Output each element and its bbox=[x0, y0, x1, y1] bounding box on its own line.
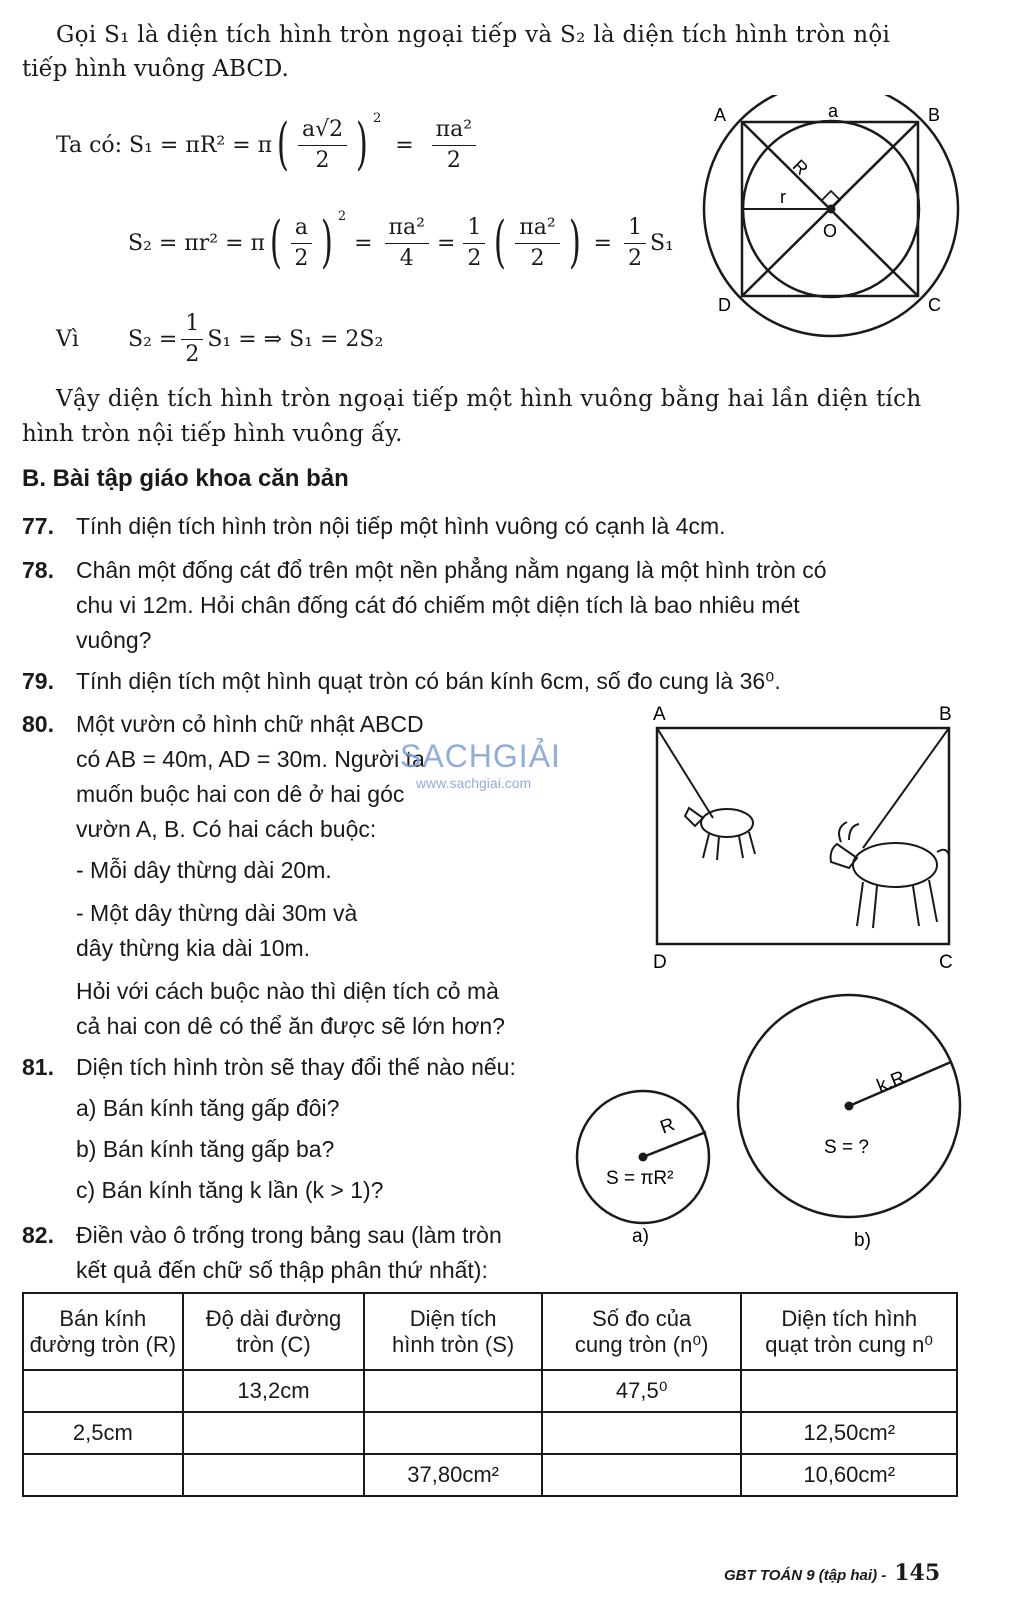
label-C: C bbox=[928, 295, 941, 315]
table-cell bbox=[364, 1412, 542, 1454]
formula-conclusion: Vì S₂ = $\frac{1}{2}$ S₁ = ⇒ S₁ = 2S₂ bbox=[56, 310, 384, 367]
circle-a-R: R bbox=[657, 1114, 678, 1139]
field-label-A: A bbox=[653, 704, 666, 725]
circle-b-caption: b) bbox=[854, 1230, 871, 1251]
goat-right-icon bbox=[831, 822, 949, 928]
table-cell: 2,5cm bbox=[23, 1412, 183, 1454]
goat-left-icon bbox=[685, 808, 755, 860]
table-cell: 10,60cm² bbox=[741, 1454, 957, 1496]
conclusion-line-2: hình tròn nội tiếp hình vuông ấy. bbox=[22, 421, 403, 447]
table-row bbox=[23, 1370, 957, 1412]
circle-b-area: S = ? bbox=[824, 1137, 869, 1158]
table-cell bbox=[542, 1454, 741, 1496]
header-cell: Diện tích hình tròn (S) bbox=[364, 1293, 542, 1370]
circle-b-R: k.R bbox=[874, 1067, 909, 1098]
watermark-url: www.sachgiai.com bbox=[416, 775, 532, 791]
table-cell: 12,50cm² bbox=[741, 1412, 957, 1454]
table-cell: 37,80cm² bbox=[364, 1454, 542, 1496]
footer-page-number: 145 bbox=[894, 1560, 941, 1586]
table-cell bbox=[23, 1370, 183, 1412]
table-cell bbox=[741, 1370, 957, 1412]
field-label-B: B bbox=[939, 704, 952, 725]
field-rectangle bbox=[657, 728, 949, 944]
header-cell: Số đo của cung tròn (n⁰) bbox=[542, 1293, 741, 1370]
label-R: R bbox=[788, 155, 813, 180]
footer-book: GBT TOÁN 9 (tập hai) - bbox=[724, 1567, 887, 1584]
watermark-brand: SACHGIẢI bbox=[400, 738, 561, 774]
label-r: r bbox=[780, 187, 786, 207]
table-row bbox=[23, 1454, 957, 1496]
table-cell bbox=[364, 1370, 542, 1412]
field-label-C: C bbox=[939, 952, 953, 973]
intro-line-2: tiếp hình vuông ABCD. bbox=[22, 56, 289, 82]
label-a: a bbox=[828, 101, 839, 121]
label-O: O bbox=[823, 221, 838, 241]
circle-a-area: S = πR² bbox=[606, 1168, 674, 1189]
watermark bbox=[400, 738, 561, 791]
conclusion-line-1: Vậy diện tích hình tròn ngoại tiếp một hình vuông bằng hai lần diện tích bbox=[56, 386, 922, 412]
header-cell: Bán kính đường tròn (R) bbox=[23, 1293, 183, 1370]
figure-circles-radius bbox=[570, 990, 970, 1255]
page-footer bbox=[724, 1560, 940, 1586]
formula-s1: Ta có: S₁ = πR² = π ( $\frac{a√2}{2}$ ) $^2$ = $\frac{\text{πa²}}{2}$ bbox=[56, 105, 480, 185]
table-cell bbox=[183, 1454, 365, 1496]
intro-line-1: Gọi S₁ là diện tích hình tròn ngoại tiếp và S₂ là diện tích hình tròn nội bbox=[56, 22, 891, 48]
field-label-D: D bbox=[653, 952, 667, 973]
header-cell: Độ dài đường tròn (C) bbox=[183, 1293, 365, 1370]
figure-goat-field bbox=[645, 700, 965, 975]
circle-a-caption: a) bbox=[632, 1226, 649, 1247]
table-cell: 47,5⁰ bbox=[542, 1370, 741, 1412]
section-heading: B. Bài tập giáo khoa căn bản bbox=[22, 465, 349, 492]
label-A: A bbox=[714, 105, 727, 125]
table-cell bbox=[542, 1412, 741, 1454]
formula-s2: S₂ = πr² = π ( $\frac{a}{2}$ ) $^2$ = $\frac{\text{πa²}}{4}$ = $\frac{1}{2}$ ( $\frac{\text{πa²}}{2}$ ) = $\frac{1}{2}$ S₁ bbox=[128, 209, 674, 275]
exercise-82-table bbox=[22, 1292, 958, 1497]
table-row bbox=[23, 1412, 957, 1454]
figure-square-circles bbox=[700, 95, 970, 355]
table-cell: 13,2cm bbox=[183, 1370, 365, 1412]
label-D: D bbox=[718, 295, 731, 315]
header-cell: Diện tích hình quạt tròn cung n⁰ bbox=[741, 1293, 957, 1370]
label-B: B bbox=[928, 105, 941, 125]
table-cell bbox=[183, 1412, 365, 1454]
table-header-row bbox=[23, 1293, 957, 1370]
table-cell bbox=[23, 1454, 183, 1496]
